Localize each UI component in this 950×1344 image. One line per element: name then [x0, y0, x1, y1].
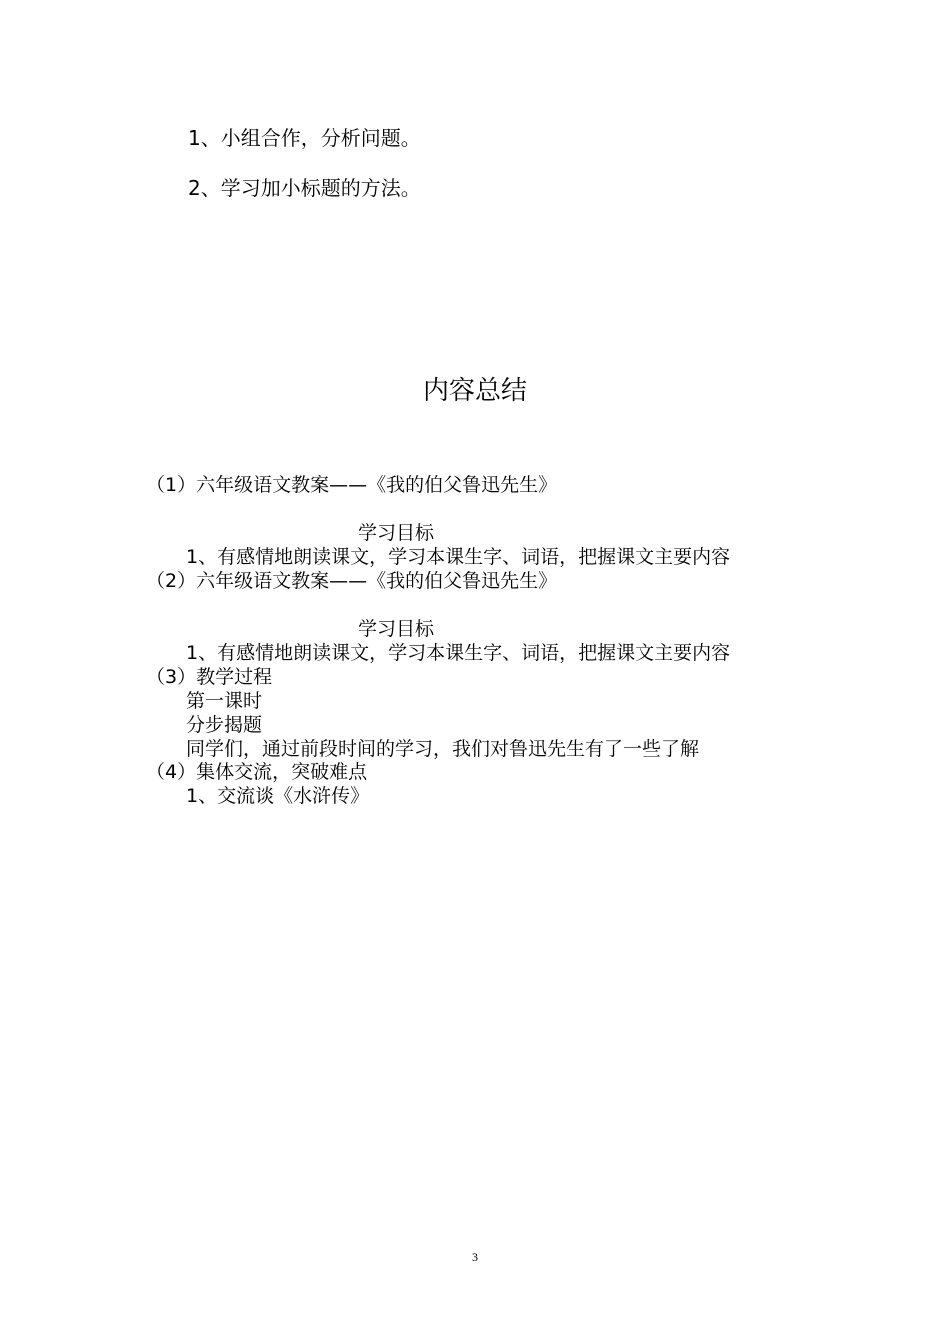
- summary-item-3-line: 同学们，通过前段时间的学习，我们对鲁迅先生有了一些了解: [186, 738, 700, 760]
- summary-item-3-line: 第一课时: [186, 690, 263, 712]
- summary-item-1-heading: （1）六年级语文教案——《我的伯父鲁迅先生》: [146, 474, 558, 496]
- list-item: 1、小组合作，分析问题。: [188, 126, 421, 150]
- summary-item-3-line: 分步揭题: [186, 714, 263, 736]
- summary-item-2-body: 1、有感情地朗读课文，学习本课生字、词语，把握课文主要内容: [186, 642, 731, 664]
- summary-title: 内容总结: [422, 376, 527, 406]
- page-number: 3: [472, 1250, 478, 1264]
- summary-item-1-subheading: 学习目标: [358, 522, 435, 544]
- list-item: 2、学习加小标题的方法。: [188, 176, 421, 200]
- summary-item-3-heading: （3）教学过程: [146, 666, 273, 688]
- summary-item-4-body: 1、交流谈《水浒传》: [186, 785, 370, 807]
- summary-item-1-body: 1、有感情地朗读课文，学习本课生字、词语，把握课文主要内容: [186, 546, 731, 568]
- summary-item-2-subheading: 学习目标: [358, 618, 435, 640]
- summary-item-4-heading: （4）集体交流，突破难点: [146, 761, 368, 783]
- summary-item-2-heading: （2）六年级语文教案——《我的伯父鲁迅先生》: [146, 570, 558, 592]
